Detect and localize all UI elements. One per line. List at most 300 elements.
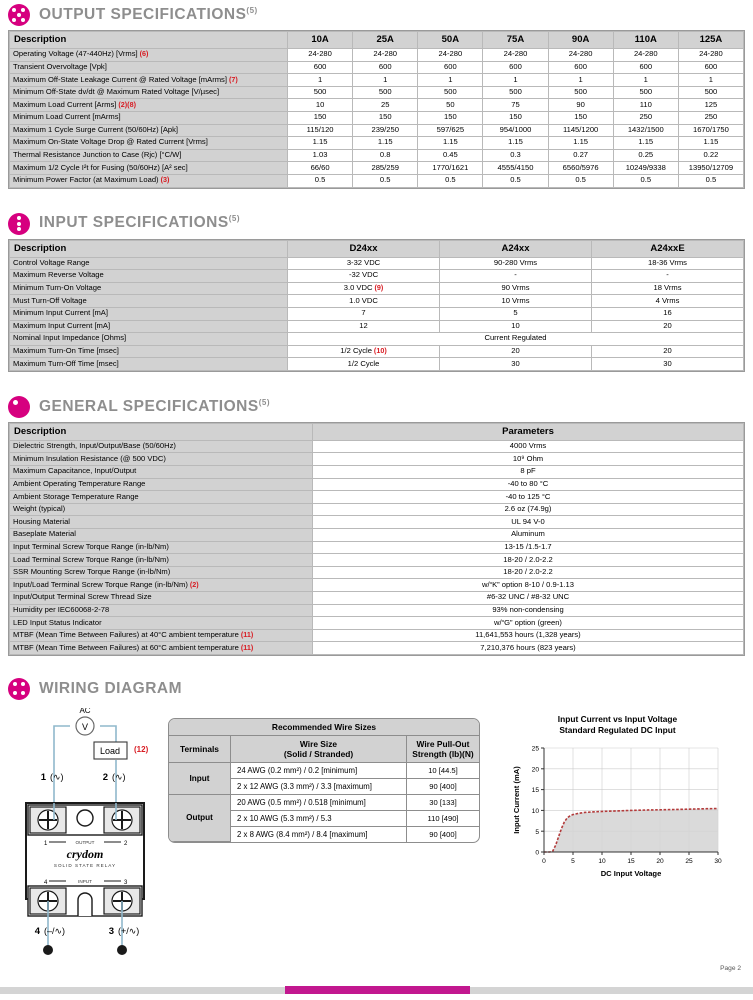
row-value: 150 [483,111,548,124]
terminal-2-symbol: (∿) [112,771,126,782]
chart-title-block [490,714,745,736]
row-value: 0.25 [613,149,678,162]
row-description: Maximum 1 Cycle Surge Current (50/60Hz) [Apk] [10,124,288,137]
row-value: 0.5 [613,174,678,187]
row-value: 500 [353,86,418,99]
row-value: 0.5 [288,174,353,187]
table-row [10,270,744,283]
section-title-output [39,6,258,24]
row-value: 1.15 [288,137,353,150]
wire-header-wiresize-line2: (Solid / Stranded) [283,748,354,759]
footnote-marker: (9) [372,283,384,293]
table-row [10,149,744,162]
wire-table-title-row [169,719,479,736]
row-value: 13-15 /1.5-1.7 [313,541,744,554]
dots-4-icon [8,678,30,700]
row-value: 66/60 [288,162,353,175]
row-value: 18-20 / 2.0-2.2 [313,566,744,579]
chart-y-axis-label: Input Current (mA) [512,766,521,834]
input-table-body [10,257,744,370]
col-header-description: Description [10,423,313,440]
relay-brand: crydom [66,846,104,861]
row-value: 6560/5976 [548,162,613,175]
row-value: 954/1000 [483,124,548,137]
row-value: 11,641,553 hours (1,328 years) [313,629,744,642]
row-value: 1.15 [483,137,548,150]
footnote-marker: (2)(8) [116,99,136,109]
row-value: 600 [353,61,418,74]
chart-svg [510,740,725,880]
row-value: 0.3 [483,149,548,162]
table-row [10,282,744,295]
row-value: 50 [418,99,483,112]
relay-schematic [8,708,168,963]
row-value: 1/2 Cycle [288,358,440,371]
row-value: 90 Vrms [440,282,592,295]
col-header-90a: 90A [548,32,613,49]
row-value: 24-280 [678,49,743,62]
table-row [10,529,744,542]
section-title-output-text: OUTPUT SPECIFICATIONS [39,6,247,24]
wire-pullout-value: 110 [490] [407,811,479,827]
row-value: 24-280 [288,49,353,62]
row-value: 25 [353,99,418,112]
row-value: 0.5 [418,174,483,187]
chart-y-tick-label: 0 [535,849,539,857]
row-description: Maximum Turn-Off Time [msec] [10,358,288,371]
row-description: Maximum Turn-On Time [msec] [10,345,288,358]
input-specifications-table-wrap [8,239,745,372]
chart-x-tick-label: 0 [542,857,546,865]
row-value: UL 94 V-0 [313,516,744,529]
row-value: 10 [288,99,353,112]
chart-x-axis-label: DC Input Voltage [600,868,662,878]
row-value: 0.22 [678,149,743,162]
col-header-50a: 50A [418,32,483,49]
chart-x-tick-label: 5 [571,857,575,865]
row-value: -32 VDC [288,270,440,283]
general-table-body [10,440,744,654]
table-row [10,642,744,655]
row-value: 1 [483,74,548,87]
row-value: - [440,270,592,283]
wire-sizes-col [168,708,490,843]
row-value: 500 [678,86,743,99]
terminal-dot-4 [43,945,53,955]
row-value: -40 to 125 °C [313,491,744,504]
table-row [10,566,744,579]
row-description: Load Terminal Screw Torque Range (in-lb/Nm) [10,554,313,567]
input-table-header-row [10,240,744,257]
row-value: 1.03 [288,149,353,162]
row-value: 600 [613,61,678,74]
row-description: SSR Mounting Screw Torque Range (in-lb/Nm) [10,566,313,579]
wire-header-pullout-line2: Strength (lb)(N) [412,748,474,759]
table-row [10,466,744,479]
wire-table-row [169,763,479,779]
table-row [10,629,744,642]
row-value: 125 [678,99,743,112]
row-value: 3-32 VDC [288,257,440,270]
wire-header-pullout [407,736,479,763]
col-header-description: Description [10,240,288,257]
row-value: 24-280 [353,49,418,62]
row-value: - [592,270,744,283]
row-value: 1 [288,74,353,87]
row-value: 20 [592,345,744,358]
section-title-input-footnote: (5) [228,214,240,224]
wire-table-row [169,795,479,811]
row-value: 1 [418,74,483,87]
row-value: w/“K” option 8-10 / 0.9-1.13 [313,579,744,592]
chart-y-tick-label: 10 [531,807,539,815]
row-value: #6-32 UNC / #8-32 UNC [313,592,744,605]
row-value: 5 [440,307,592,320]
row-value: Aluminum [313,529,744,542]
general-specifications-table-wrap [8,422,745,656]
chart-y-tick-label: 5 [535,828,539,836]
table-row [10,503,744,516]
row-value: 30 [440,358,592,371]
row-value: 600 [548,61,613,74]
footnote-marker: (6) [137,49,149,59]
row-value: 8 pF [313,466,744,479]
wire-table-header-row [169,736,479,763]
general-table-header-row [10,423,744,440]
chart-x-tick-label: 25 [685,857,693,865]
output-table-head [10,32,744,49]
table-row [10,124,744,137]
chart-y-tick-label: 20 [531,766,539,774]
col-header-d24xx: D24xx [288,240,440,257]
relay-pin-1: 1 [44,840,48,847]
row-description: Weight (typical) [10,503,313,516]
wire-size-value: 2 x 10 AWG (5.3 mm²) / 5.3 [231,811,407,827]
row-value: 1/2 Cycle (10) [288,345,440,358]
table-row [10,320,744,333]
row-value: 13950/12709 [678,162,743,175]
row-value: 500 [483,86,548,99]
row-value: 0.8 [353,149,418,162]
col-header-25a: 25A [353,32,418,49]
terminal-4-number: 4 [34,925,40,937]
row-value: 1 [678,74,743,87]
table-row [10,592,744,605]
row-value: 0.5 [678,174,743,187]
wire-table-head [169,719,479,763]
wire-size-value: 2 x 12 AWG (3.3 mm²) / 3.3 [maximum] [231,779,407,795]
table-row [10,111,744,124]
footer-accent-segment [285,986,470,994]
row-value: 10249/9338 [613,162,678,175]
row-value: 239/250 [353,124,418,137]
table-row [10,307,744,320]
terminal-3-number: 3 [108,925,114,937]
row-value: 30 [592,358,744,371]
output-table-body [10,49,744,188]
row-value: 10 Vrms [440,295,592,308]
load-footnote: (12) [134,744,149,754]
row-value: 500 [613,86,678,99]
row-value: 150 [353,111,418,124]
row-description: Minimum Input Current [mA] [10,307,288,320]
row-value: 10 [440,320,592,333]
chart-x-tick-label: 20 [656,857,664,865]
row-description: Maximum Load Current [Arms] (2)(8) [10,99,288,112]
row-description: Baseplate Material [10,529,313,542]
chart-y-tick-label: 25 [531,745,539,753]
row-value: 1770/1621 [418,162,483,175]
footnote-marker: (10) [371,346,387,355]
row-value: 285/259 [353,162,418,175]
row-description: Maximum Capacitance, Input/Output [10,466,313,479]
wire-header-pullout-line1: Wire Pull-Out [416,738,470,749]
row-value: 150 [418,111,483,124]
row-description: Maximum Input Current [mA] [10,320,288,333]
ac-label: AC [79,707,91,715]
row-value: 10⁹ Ohm [313,453,744,466]
row-description: Minimum Load Current [mArms] [10,111,288,124]
table-row [10,579,744,592]
wire-table-title: Recommended Wire Sizes [169,719,479,736]
row-value: 1145/1200 [548,124,613,137]
row-value: 1 [548,74,613,87]
row-value: 12 [288,320,440,333]
row-value: 20 [440,345,592,358]
row-value: 600 [678,61,743,74]
col-header-a24xxe: A24xxE [592,240,744,257]
chart-x-tick-label: 30 [714,857,722,865]
row-value: 1.0 VDC [288,295,440,308]
table-row [10,604,744,617]
row-value: 1432/1500 [613,124,678,137]
wire-table-body [169,763,479,842]
row-description: Input/Output Terminal Screw Thread Size [10,592,313,605]
section-title-general [39,398,270,416]
table-row [10,491,744,504]
row-description: Housing Material [10,516,313,529]
row-value: 20 [592,320,744,333]
footnote-marker: (11) [238,642,254,652]
row-description: Transient Overvoltage [Vpk] [10,61,288,74]
row-description: Nominal Input Impedance [Ohms] [10,333,288,346]
wire-size-value: 2 x 8 AWG (8.4 mm²) / 8.4 [maximum] [231,827,407,842]
row-value: 93% non-condensing [313,604,744,617]
row-description: MTBF (Mean Time Between Failures) at 60°C ambient temperature (11) [10,642,313,655]
terminal-2-number: 2 [102,771,108,783]
relay-schematic-svg [8,708,168,963]
row-value: 24-280 [548,49,613,62]
chart-title: Input Current vs Input Voltage [557,713,678,724]
row-description: Ambient Storage Temperature Range [10,491,313,504]
section-title-wiring-text: WIRING DIAGRAM [39,679,183,697]
chart-subtitle: Standard Regulated DC Input [559,724,676,735]
section-header-input [8,209,745,239]
row-value: 1 [613,74,678,87]
row-description: Maximum Off-State Leakage Current @ Rated Voltage [mArms] (7) [10,74,288,87]
table-row [10,74,744,87]
row-value: 3.0 VDC (9) [288,282,440,295]
input-table-head [10,240,744,257]
row-value: 150 [548,111,613,124]
row-value: 4 Vrms [592,295,744,308]
row-value: 1670/1750 [678,124,743,137]
row-value: 2.6 oz (74.9g) [313,503,744,516]
row-value: 110 [613,99,678,112]
row-description: Minimum Insulation Resistance (@ 500 VDC) [10,453,313,466]
table-row [10,174,744,187]
table-row [10,137,744,150]
row-value: 1.15 [353,137,418,150]
row-value: 18-20 / 2.0-2.2 [313,554,744,567]
chart-y-tick-label: 15 [531,787,539,795]
row-value: -40 to 80 °C [313,478,744,491]
row-value: 18 Vrms [592,282,744,295]
table-row [10,554,744,567]
row-value: 500 [548,86,613,99]
wire-pullout-value: 90 [400] [407,779,479,795]
dots-5-icon [8,4,30,26]
chart-x-tick-label: 10 [598,857,606,865]
row-value: 24-280 [483,49,548,62]
section-title-general-footnote: (5) [258,397,270,407]
col-header-75a: 75A [483,32,548,49]
output-specifications-table-wrap [8,30,745,189]
relay-subtitle: SOLID STATE RELAY [53,862,117,868]
col-header-110a: 110A [613,32,678,49]
col-header-10a: 10A [288,32,353,49]
footnote-marker: (2) [187,579,199,589]
table-row [10,295,744,308]
section-header-output [8,0,745,30]
input-specifications-table [9,240,744,371]
row-value: 600 [288,61,353,74]
row-value: w/“G” option (green) [313,617,744,630]
row-description: Dielectric Strength, Input/Output/Base (50/60Hz) [10,440,313,453]
row-value: 7 [288,307,440,320]
wire-header-terminals: Terminals [169,736,231,763]
section-title-output-footnote: (5) [246,5,258,15]
col-header-125a: 125A [678,32,743,49]
section-title-input [39,214,240,232]
table-row [10,541,744,554]
row-description: LED Input Status Indicator [10,617,313,630]
load-label: Load [99,745,121,756]
table-row [10,440,744,453]
row-description: Input Terminal Screw Torque Range (in-lb/Nm) [10,541,313,554]
dot-1-icon [8,396,30,418]
row-value: 600 [418,61,483,74]
row-value: 1.15 [613,137,678,150]
col-header-a24xx: A24xx [440,240,592,257]
footnote-marker: (3) [158,175,170,185]
row-value: 0.5 [483,174,548,187]
wire-header-wiresize [231,736,407,763]
general-specifications-table [9,423,744,655]
table-row [10,453,744,466]
recommended-wire-sizes-table [168,718,480,843]
page-number: Page 2 [720,965,741,972]
row-value: 500 [418,86,483,99]
section-title-wiring [39,680,182,698]
row-description: Humidity per IEC60068-2-78 [10,604,313,617]
row-value: 1.15 [678,137,743,150]
table-row [10,99,744,112]
row-value: 4555/4150 [483,162,548,175]
row-value: 250 [613,111,678,124]
table-row [10,345,744,358]
row-value: 0.27 [548,149,613,162]
wire-terminal-input: Input [169,763,231,795]
chart-x-tick-label: 15 [627,857,635,865]
table-row [10,162,744,175]
relay-input-label: INPUT [78,878,92,884]
row-value: 90 [548,99,613,112]
row-value: 115/120 [288,124,353,137]
section-title-input-text: INPUT SPECIFICATIONS [39,214,229,232]
general-table-head [10,423,744,440]
row-value: 1.15 [418,137,483,150]
row-value: 1 [353,74,418,87]
relay-output-label: OUTPUT [75,839,95,845]
row-value: 90-280 Vrms [440,257,592,270]
terminal-1-symbol: (∿) [50,771,64,782]
relay-pin-4: 4 [44,879,48,886]
row-value: 500 [288,86,353,99]
section-title-general-text: GENERAL SPECIFICATIONS [39,397,259,415]
row-description: Control Voltage Range [10,257,288,270]
wire-pullout-value: 90 [400] [429,829,457,839]
table-row [10,358,744,371]
relay-pin-3: 3 [124,879,128,886]
dots-3-icon [8,213,30,235]
row-value: 0.45 [418,149,483,162]
row-description: Maximum Reverse Voltage [10,270,288,283]
row-value: 597/625 [418,124,483,137]
col-header-parameters: Parameters [313,423,744,440]
output-specifications-table [9,31,744,188]
row-value: 0.5 [353,174,418,187]
terminal-dot-3 [117,945,127,955]
wire-header-wiresize-line1: Wire Size [299,738,338,749]
section-header-general [8,392,745,422]
table-row [10,61,744,74]
wire-pullout-value: 30 [133] [407,795,479,811]
footnote-marker: (11) [238,630,254,640]
row-value: 250 [678,111,743,124]
row-description: Operating Voltage (47-440Hz) [Vrms] (6) [10,49,288,62]
row-description: Minimum Turn-On Voltage [10,282,288,295]
row-description: Minimum Off-State dv/dt @ Maximum Rated Voltage [V/µsec] [10,86,288,99]
row-value: 150 [288,111,353,124]
terminal-1-number: 1 [40,771,46,783]
row-value: 7,210,376 hours (823 years) [313,642,744,655]
row-description: Input/Load Terminal Screw Torque Range (in-lb/Nm) (2) [10,579,313,592]
footer-bar [0,987,753,994]
row-description: Minimum Power Factor (at Maximum Load) (3) [10,174,288,187]
section-header-wiring [8,674,745,704]
row-description: Thermal Resistance Junction to Case (Rjc) [°C/W] [10,149,288,162]
table-row [10,333,744,346]
table-row [10,86,744,99]
row-description: Must Turn-Off Voltage [10,295,288,308]
table-row [10,257,744,270]
relay-pin-2: 2 [124,840,128,847]
terminal-3-symbol: (+/∿) [118,925,140,936]
row-description: Ambient Operating Temperature Range [10,478,313,491]
table-row [10,617,744,630]
input-current-chart [490,708,745,880]
